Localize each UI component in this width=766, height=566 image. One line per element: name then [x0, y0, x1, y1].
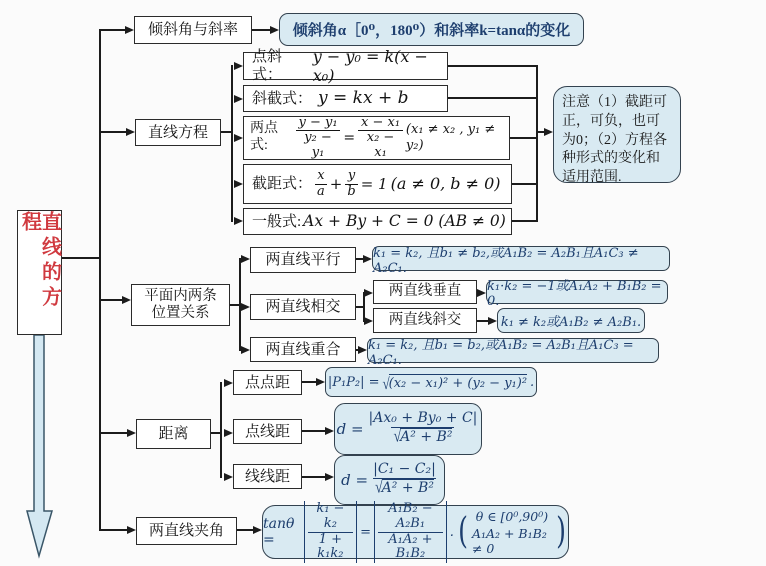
parallel-formula — [372, 245, 670, 276]
position-node — [131, 284, 230, 326]
angle-condition-1: θ ∈ [0⁰,90⁰) — [475, 508, 549, 524]
sqrt-radical — [383, 374, 528, 391]
numerator: A₁B₂ − A₂B₁ — [388, 501, 433, 531]
parallel-node-label: 两直线平行 — [265, 252, 341, 268]
arrowhead — [224, 429, 233, 437]
connector-line — [302, 430, 325, 432]
form-general — [243, 208, 512, 235]
line-line-node-label: 线线距 — [244, 468, 290, 485]
arrowhead — [122, 296, 131, 304]
coincide-formula-text: k₁ = k₂, 且b₁ = b₂,或A₁B₂ = A₂B₁且A₁C₃ = A₂C₁. — [368, 337, 634, 368]
arrowhead — [364, 317, 373, 325]
position-node-label-2: 位置关系 — [151, 305, 210, 321]
arrowhead — [241, 346, 250, 354]
point-line-formula — [334, 403, 482, 455]
branch-distance-line — [99, 432, 127, 434]
branch-slope-line — [99, 29, 126, 31]
parallel-node — [250, 247, 356, 273]
equation-branch-spine — [231, 65, 233, 222]
oblique-formula-text: k₁ ≠ k₂或A₁B₂ ≠ A₂B₁. — [500, 315, 642, 330]
down-arrow-icon — [26, 335, 54, 559]
arrowhead — [234, 95, 243, 103]
numerator: y — [347, 167, 356, 183]
oblique-node-label: 两直线斜交 — [388, 311, 462, 328]
connector-line — [512, 183, 538, 185]
form-name: 点斜式： — [252, 49, 283, 83]
fraction — [358, 116, 403, 161]
equation-node-label: 直线方程 — [147, 124, 208, 141]
pl-lhs: d = — [336, 420, 364, 438]
point-point-formula — [325, 367, 537, 397]
connector-line — [252, 29, 270, 31]
arrowhead — [325, 427, 334, 435]
oblique-node — [373, 308, 477, 333]
connector-line — [477, 320, 488, 322]
perpendicular-formula-text: k₁·k₂ = −1或A₁A₂ + B₁B₂ = 0. — [487, 279, 662, 309]
numerator: x − x₁ — [361, 114, 401, 130]
radicand: √ (x₂ − x₁)² + (y₂ − y₁)² — [388, 375, 528, 391]
arrowhead — [241, 303, 250, 311]
branch-position-line — [99, 299, 122, 301]
position-node-label-1: 平面内两条 — [144, 287, 217, 304]
right-paren: ) — [556, 510, 566, 552]
left-paren: ( — [457, 510, 468, 552]
connector-line — [510, 137, 538, 139]
coincide-node — [250, 337, 356, 362]
distance-node-label: 距离 — [158, 426, 189, 442]
arrowhead — [234, 62, 243, 70]
root-title-box — [17, 210, 62, 335]
note-box — [553, 86, 681, 183]
form-formula: Ax + By + C = 0 (AB ≠ 0) — [303, 212, 506, 231]
form-two-point — [243, 116, 510, 160]
parallel-formula-text: k₁ = k₂, 且b₁ ≠ b₂,或A₁B₂ = A₂B₁且A₁C₃ ≠ A₂C₁. — [373, 245, 639, 276]
angle-node-label: 两直线夹角 — [148, 523, 224, 539]
arrowhead — [325, 473, 334, 481]
point-point-node — [233, 370, 302, 395]
intersect-node — [250, 294, 356, 320]
arrowhead — [253, 526, 262, 534]
pp-lhs: |P₁P₂| = — [327, 374, 380, 390]
period: . — [530, 374, 535, 390]
form-point-slope — [243, 46, 448, 85]
arrowhead — [488, 317, 497, 325]
radicand: √ A² + B² — [400, 429, 453, 446]
sqrt-radical — [375, 479, 434, 497]
fraction — [308, 502, 354, 561]
fraction — [367, 411, 480, 446]
arrowhead — [363, 255, 372, 263]
slope-formula — [279, 13, 584, 46]
numerator: |C₁ − C₂| — [373, 461, 436, 478]
arrowhead — [241, 255, 250, 263]
condition: (a ≠ 0, b ≠ 0) — [390, 174, 501, 194]
arrowhead — [224, 379, 233, 387]
denominator — [391, 427, 454, 446]
root-title: 直线的方程 — [18, 211, 61, 311]
fraction — [296, 116, 341, 161]
point-point-node-label: 点点距 — [244, 374, 290, 391]
intersect-node-label: 两直线相交 — [265, 299, 341, 315]
point-line-node — [233, 419, 302, 444]
arrowhead — [544, 128, 553, 136]
absolute-value — [374, 501, 447, 562]
plus-sign: + — [329, 175, 343, 193]
denominator: A₁A₂ + B₁B₂ — [378, 532, 443, 562]
form-formula: y = kx + b — [318, 88, 409, 109]
denominator: a — [317, 183, 325, 199]
line-line-node — [233, 464, 302, 489]
arrowhead — [127, 429, 136, 437]
fraction — [345, 169, 357, 199]
form-intercept — [243, 164, 512, 204]
arrowhead — [126, 128, 135, 136]
period: . — [449, 524, 454, 540]
point-line-node-label: 点线距 — [244, 423, 290, 440]
distance-branch-spine — [220, 382, 222, 478]
equals-sign: = — [343, 129, 356, 146]
form-name: 两点式: — [250, 121, 278, 153]
fraction — [315, 169, 327, 199]
arrowhead — [477, 289, 486, 297]
note-text: 注意（1）截距可正，可负，也可为0；（2）方程各种形式的变化和适用范围. — [562, 95, 667, 185]
connector-line — [448, 97, 538, 99]
form-name: 截距式： — [252, 176, 313, 192]
perpendicular-node-label: 两直线垂直 — [388, 283, 462, 300]
connector-line — [302, 381, 316, 383]
connector-line — [237, 529, 253, 531]
denominator: x₂ − x₁ — [358, 130, 403, 160]
absolute-value — [304, 501, 358, 562]
arrowhead — [125, 26, 134, 34]
note-branch-spine — [536, 65, 538, 222]
arrowhead — [364, 289, 373, 297]
equals-one: = 1 — [360, 175, 388, 193]
connector-line — [448, 65, 538, 67]
line-line-formula — [334, 455, 445, 505]
angle-conditions — [472, 509, 552, 556]
condition: (x₁ ≠ x₂ , y₁ ≠ y₂) — [405, 122, 496, 153]
form-name: 斜截式： — [252, 90, 313, 107]
arrowhead — [234, 217, 243, 225]
slope-node — [134, 16, 252, 44]
ll-lhs: d = — [341, 471, 369, 489]
form-name: 一般式: — [252, 213, 302, 230]
numerator: x — [317, 167, 325, 183]
fraction — [378, 502, 443, 561]
denominator: y₂ − y₁ — [296, 130, 341, 160]
angle-node — [136, 517, 237, 545]
denominator — [373, 478, 436, 497]
arrowhead — [358, 346, 367, 354]
arrowhead — [127, 526, 136, 534]
arrowhead — [316, 378, 325, 386]
connector-line — [512, 220, 538, 222]
arrowhead — [234, 134, 243, 142]
perpendicular-node — [373, 280, 477, 304]
arrowhead — [234, 180, 243, 188]
branch-equation-line — [99, 131, 126, 133]
branch-angle-line — [99, 529, 127, 531]
coincide-node-label: 两直线重合 — [265, 341, 341, 358]
equals-sign: = — [360, 524, 372, 540]
fraction — [371, 462, 438, 497]
connector-line — [536, 131, 544, 133]
angle-lhs: tanθ = — [263, 516, 295, 548]
oblique-formula — [497, 308, 645, 333]
denominator: b — [347, 183, 356, 199]
connector-line — [302, 476, 325, 478]
numerator: y − y₁ — [298, 114, 338, 130]
numerator: |Ax₀ + By₀ + C| — [368, 410, 478, 427]
angle-condition-2: A₁A₂ + B₁B₂ ≠ 0 — [471, 525, 547, 556]
numerator: k₁ − k₂ — [316, 501, 345, 531]
form-formula: y − y₀ = k(x − x₀) — [312, 46, 428, 85]
arrowhead — [224, 473, 233, 481]
coincide-formula — [367, 337, 659, 368]
denominator: 1 + k₁k₂ — [308, 532, 354, 562]
arrowhead — [270, 26, 279, 34]
distance-node — [136, 419, 211, 449]
title-connector — [62, 257, 100, 259]
perpendicular-formula — [486, 279, 668, 309]
sqrt-radical — [393, 428, 452, 446]
radicand: √ A² + B² — [381, 480, 434, 497]
angle-formula — [262, 501, 569, 562]
form-slope-intercept — [243, 85, 448, 112]
slope-node-label: 倾斜角与斜率 — [147, 22, 238, 38]
trunk-line — [99, 29, 101, 531]
slope-formula-text: 倾斜角α［0⁰，180⁰）和斜率k=tanα的变化 — [292, 23, 571, 39]
equation-node — [135, 119, 221, 146]
